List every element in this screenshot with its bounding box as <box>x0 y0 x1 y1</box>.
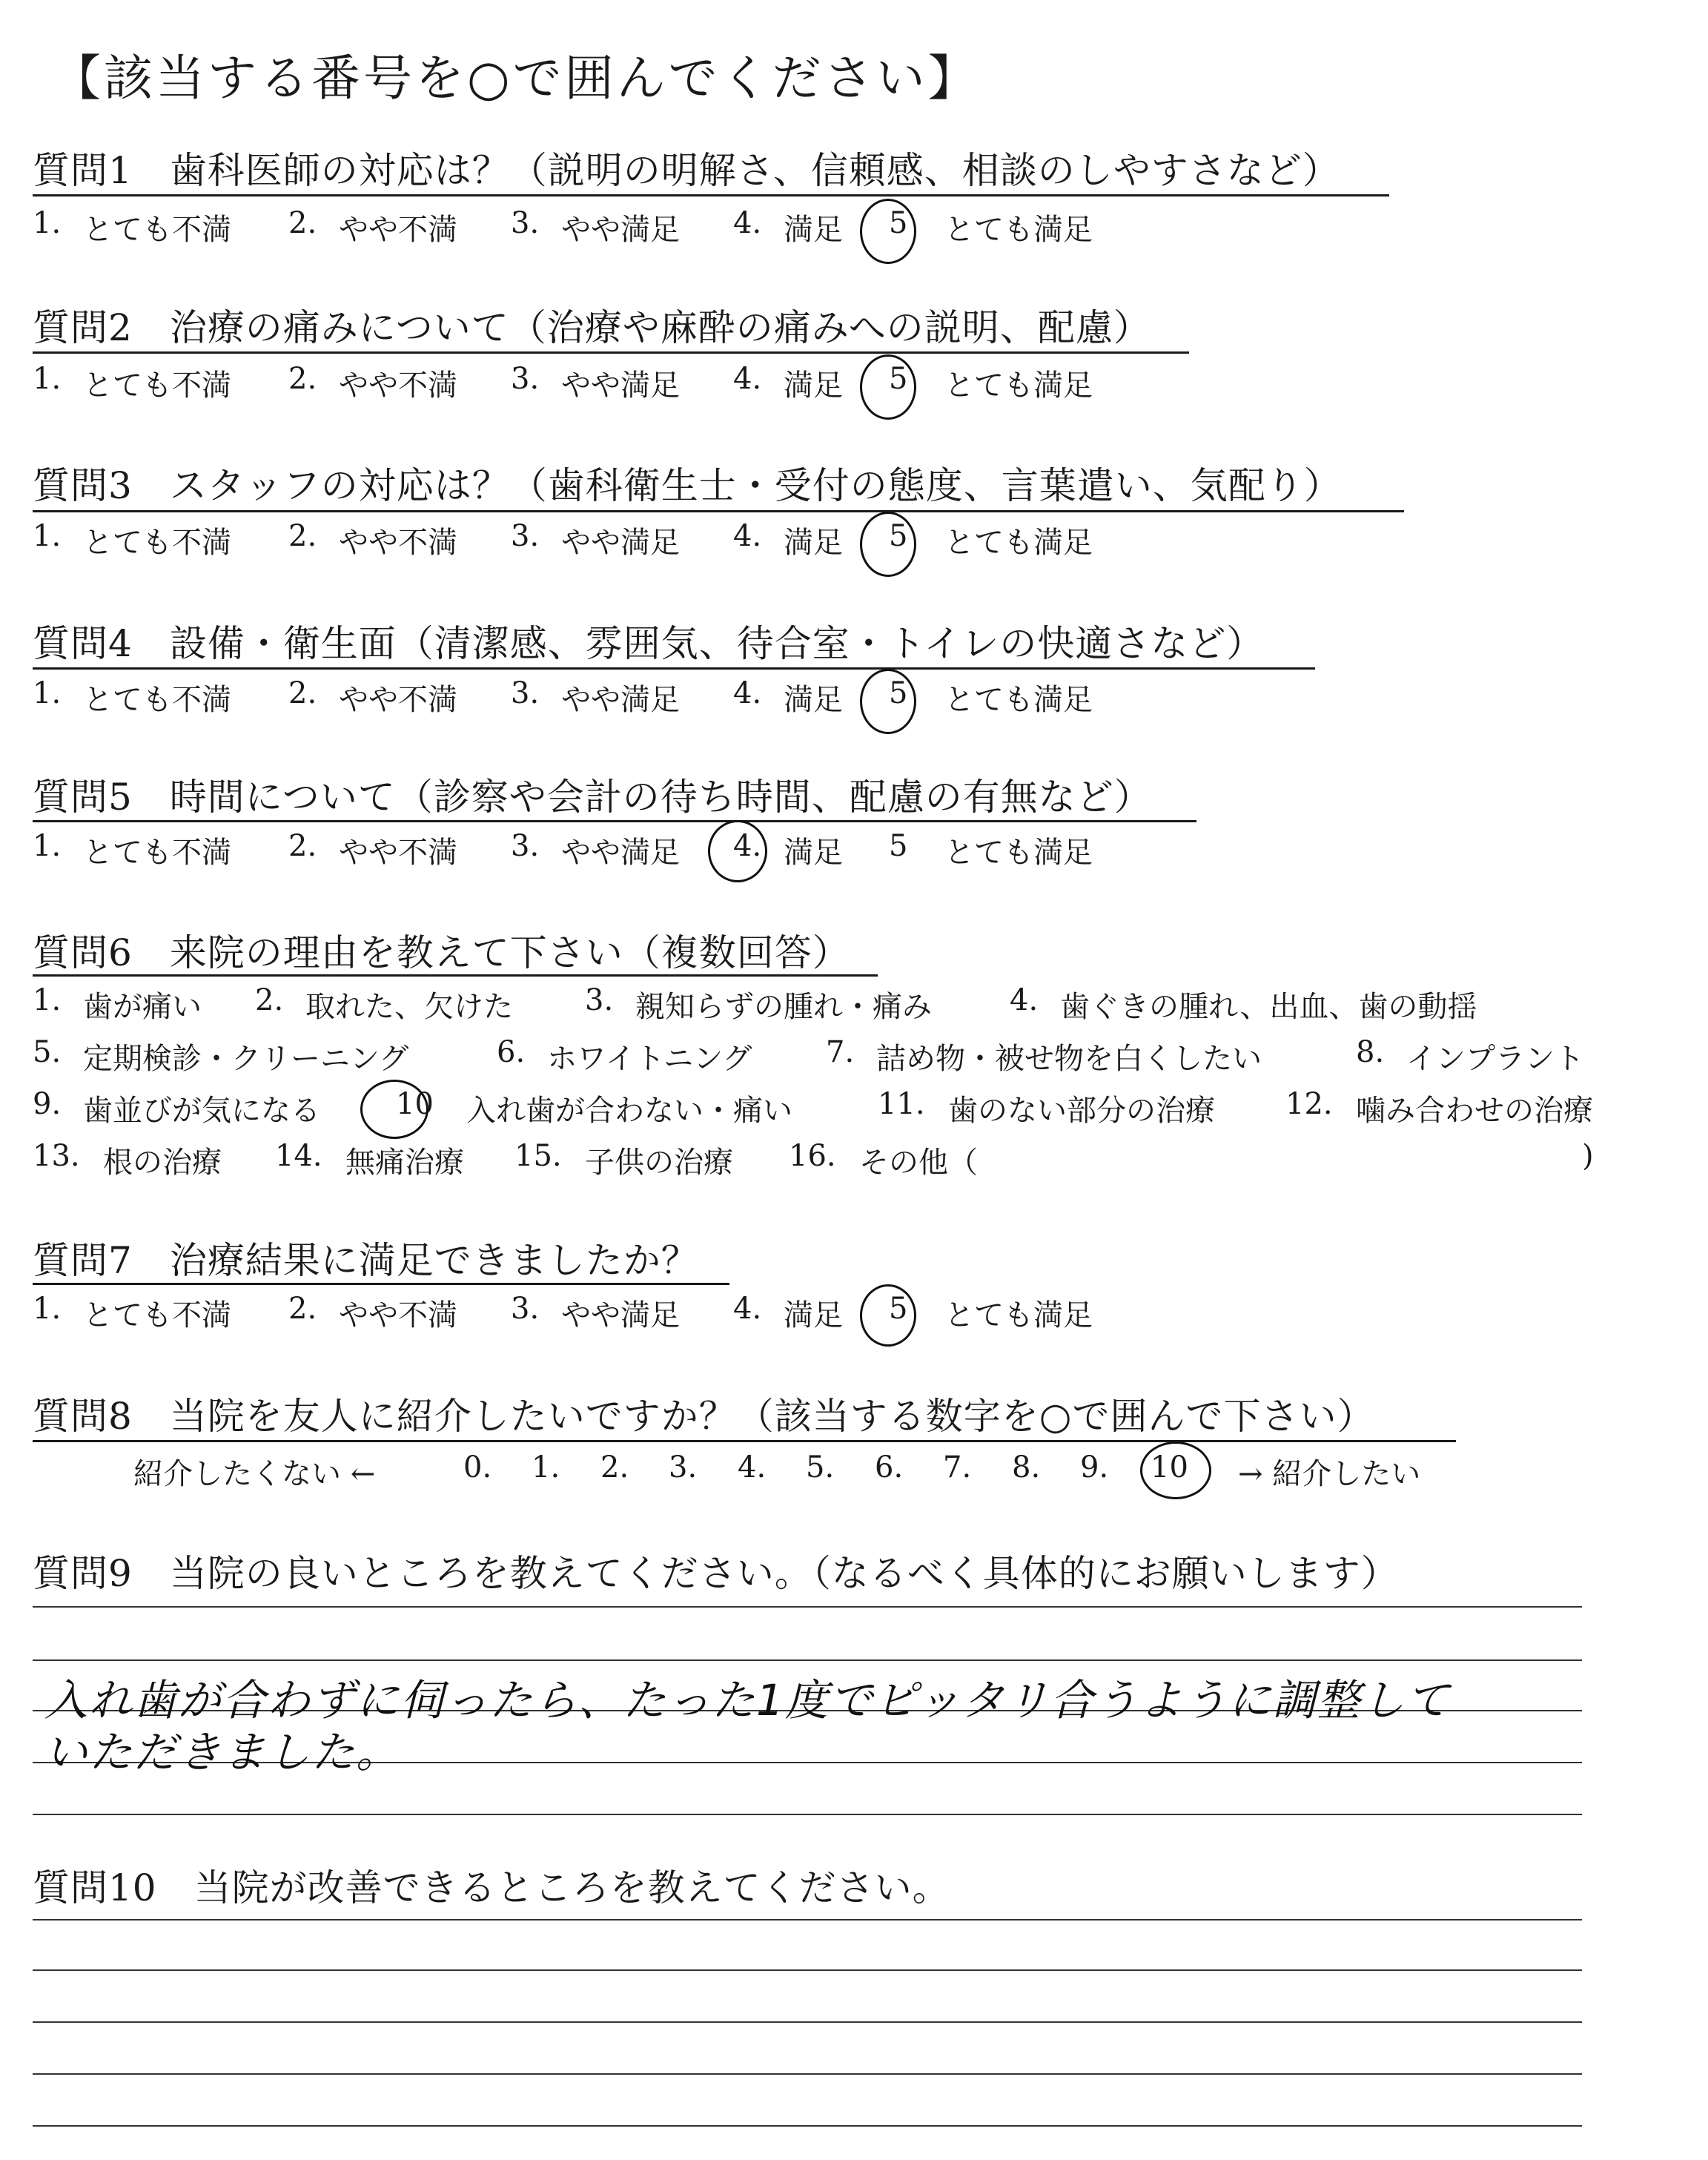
question-10-heading <box>33 1858 950 1912</box>
selection-circle <box>860 512 916 577</box>
option-label[interactable]: とても満足 <box>944 683 1093 717</box>
option-label[interactable]: 取れた、欠けた <box>305 990 513 1024</box>
question-number: 質問6 <box>33 931 133 974</box>
scale-option[interactable]: 4. <box>738 1450 767 1484</box>
option-num[interactable]: 2. <box>288 206 317 240</box>
option-label[interactable]: 歯ぐきの腫れ、出血、歯の動揺 <box>1060 990 1477 1024</box>
question-text: 治療結果に満足できましたか？ <box>169 1239 699 1282</box>
scale-option-selected[interactable]: 10 <box>1151 1450 1188 1484</box>
option-label[interactable]: とても不満 <box>83 683 231 717</box>
scale-option[interactable]: 0. <box>463 1450 492 1484</box>
option-label[interactable]: やや不満 <box>339 526 457 560</box>
question-number: 質問10 <box>33 1866 157 1909</box>
option-num[interactable]: 9. <box>33 1087 62 1121</box>
question-number: 質問1 <box>33 149 133 192</box>
scale-right-label: → 紹介したい <box>1238 1457 1421 1491</box>
option-num[interactable]: 3. <box>585 983 614 1017</box>
option-num[interactable]: 14. <box>275 1139 322 1173</box>
option-label[interactable]: とても不満 <box>83 836 231 870</box>
underline <box>33 351 1189 354</box>
question-number: 質問2 <box>33 306 133 349</box>
option-num[interactable]: 4. <box>733 676 762 710</box>
selection-circle <box>860 199 916 264</box>
question-8-heading <box>33 1387 1374 1440</box>
option-label[interactable]: とても満足 <box>944 1298 1093 1332</box>
option-num[interactable]: 4. <box>733 362 762 396</box>
option-num[interactable]: 8. <box>1356 1035 1385 1069</box>
option-label[interactable]: 満足 <box>784 683 843 717</box>
option-num[interactable]: 1. <box>33 519 62 553</box>
option-label[interactable]: やや不満 <box>339 1298 457 1332</box>
option-label[interactable]: 詰め物・被せ物を白くしたい <box>876 1042 1262 1076</box>
option-num[interactable]: 15. <box>514 1139 562 1173</box>
question-9-heading <box>33 1544 1399 1597</box>
underline <box>33 1283 729 1285</box>
question-2-heading <box>33 298 1151 351</box>
option-num[interactable]: 3. <box>511 362 540 396</box>
scale-option[interactable]: 1. <box>532 1450 560 1484</box>
handwritten-answer-line-1[interactable]: 入れ歯が合わずに伺ったら、たった1度でピッタリ合うように調整して <box>44 1675 1451 1725</box>
selection-circle <box>860 1284 916 1347</box>
option-num[interactable]: 3. <box>511 676 540 710</box>
option-num[interactable]: 4. <box>733 519 762 553</box>
option-label[interactable]: 入れ歯が合わない・痛い <box>466 1094 792 1128</box>
option-num[interactable]: 4. <box>1010 983 1039 1017</box>
option-num[interactable]: 7. <box>826 1035 855 1069</box>
option-num[interactable]: 1. <box>33 1292 62 1326</box>
option-num[interactable]: 2. <box>288 362 317 396</box>
question-number: 質問3 <box>33 464 133 507</box>
option-label[interactable]: やや満足 <box>561 683 680 717</box>
option-num[interactable]: 13. <box>33 1139 80 1173</box>
other-close-paren: ) <box>1582 1139 1594 1173</box>
option-label[interactable]: 根の治療 <box>103 1146 222 1180</box>
question-text: 当院の良いところを教えてください。（なるべく具体的にお願いします） <box>169 1552 1399 1595</box>
question-3-heading <box>33 456 1342 509</box>
option-num[interactable]: 4. <box>733 1292 762 1326</box>
option-label[interactable]: 満足 <box>784 526 843 560</box>
option-label[interactable]: やや不満 <box>339 836 457 870</box>
scale-option[interactable]: 8. <box>1012 1450 1041 1484</box>
question-text: 歯科医師の対応は？（説明の明解さ、信頼感、相談のしやすさなど） <box>169 149 1340 192</box>
option-num[interactable]: 6. <box>497 1035 526 1069</box>
question-text: 当院を友人に紹介したいですか？（該当する数字を○で囲んで下さい） <box>169 1395 1375 1438</box>
scale-option[interactable]: 5. <box>806 1450 835 1484</box>
option-label[interactable]: 子供の治療 <box>585 1146 733 1180</box>
option-num[interactable]: 3. <box>511 1292 540 1326</box>
answer-line <box>33 2021 1582 2023</box>
option-num[interactable]: 1. <box>33 983 62 1017</box>
option-label[interactable]: とても満足 <box>944 526 1093 560</box>
option-num-selected[interactable]: 5 <box>889 206 908 240</box>
option-num-selected[interactable]: 10 <box>396 1087 434 1121</box>
option-num[interactable]: 2. <box>288 829 317 863</box>
question-4-heading <box>33 614 1264 667</box>
option-num[interactable]: 2. <box>288 519 317 553</box>
answer-line <box>33 1814 1582 1815</box>
question-text: 治療の痛みについて（治療や麻酔の痛みへの説明、配慮） <box>169 306 1151 349</box>
option-label[interactable]: やや不満 <box>339 369 457 403</box>
option-num[interactable]: 1. <box>33 362 62 396</box>
option-label[interactable]: 満足 <box>784 369 843 403</box>
question-number: 質問9 <box>33 1552 133 1595</box>
option-label[interactable]: インプラント <box>1406 1042 1584 1076</box>
option-label[interactable]: 歯並びが気になる <box>83 1094 320 1128</box>
option-num[interactable]: 5 <box>889 829 908 863</box>
scale-option[interactable]: 2. <box>600 1450 629 1484</box>
answer-line <box>33 1969 1582 1971</box>
option-num[interactable]: 2. <box>288 1292 317 1326</box>
option-label[interactable]: やや満足 <box>561 526 680 560</box>
option-label[interactable]: 満足 <box>784 213 843 247</box>
option-label[interactable]: 満足 <box>784 836 843 870</box>
option-num-selected[interactable]: 5 <box>889 362 908 396</box>
option-label[interactable]: やや不満 <box>339 683 457 717</box>
underline <box>33 820 1196 822</box>
option-num-selected[interactable]: 5 <box>889 1292 908 1326</box>
option-label[interactable]: やや満足 <box>561 369 680 403</box>
option-num[interactable]: 2. <box>288 676 317 710</box>
underline <box>33 1440 1456 1442</box>
scale-option[interactable]: 6. <box>875 1450 904 1484</box>
option-label[interactable]: 無痛治療 <box>345 1146 464 1180</box>
question-5-heading <box>33 767 1152 821</box>
question-number: 質問7 <box>33 1239 133 1282</box>
underline <box>33 194 1389 196</box>
option-num[interactable]: 12. <box>1285 1087 1333 1121</box>
answer-line <box>33 2073 1582 2075</box>
question-text: 時間について（診察や会計の待ち時間、配慮の有無など） <box>169 776 1152 819</box>
option-label[interactable]: やや満足 <box>561 836 680 870</box>
option-label[interactable]: ホワイトニング <box>547 1042 752 1076</box>
option-label[interactable]: とても不満 <box>83 526 231 560</box>
question-text: スタッフの対応は？（歯科衛生士・受付の態度、言葉遣い、気配り） <box>169 464 1342 507</box>
option-num[interactable]: 16. <box>789 1139 836 1173</box>
selection-circle <box>860 669 916 734</box>
option-num-selected[interactable]: 4. <box>733 829 762 863</box>
option-label[interactable]: 歯が痛い <box>83 990 202 1024</box>
option-label[interactable]: とても満足 <box>944 213 1093 247</box>
answer-line <box>33 2125 1582 2127</box>
option-label[interactable]: やや不満 <box>339 213 457 247</box>
option-num[interactable]: 1. <box>33 206 62 240</box>
page-title: 【該当する番号を○で囲んでください】 <box>52 50 980 107</box>
option-label[interactable]: とても満足 <box>944 369 1093 403</box>
option-num[interactable]: 3. <box>511 519 540 553</box>
option-label[interactable]: やや満足 <box>561 1298 680 1332</box>
answer-line <box>33 1919 1582 1920</box>
handwritten-answer-line-2[interactable]: いただきました。 <box>44 1727 401 1777</box>
answer-line <box>33 1659 1582 1661</box>
option-num[interactable]: 1. <box>33 676 62 710</box>
question-1-heading <box>33 141 1340 194</box>
option-num[interactable]: 3. <box>511 829 540 863</box>
question-text: 来院の理由を教えて下さい（複数回答） <box>169 931 850 974</box>
option-num[interactable]: 3. <box>511 206 540 240</box>
scale-left-label: 紹介したくない ← <box>133 1457 376 1491</box>
selection-circle <box>860 354 916 420</box>
option-label[interactable]: 親知らずの腫れ・痛み <box>635 990 932 1024</box>
option-label[interactable]: その他（ <box>859 1146 978 1180</box>
option-label[interactable]: 定期検診・クリーニング <box>83 1042 409 1076</box>
question-number: 質問4 <box>33 622 133 665</box>
option-label[interactable]: とても不満 <box>83 369 231 403</box>
scale-option[interactable]: 7. <box>943 1450 972 1484</box>
option-label[interactable]: 満足 <box>784 1298 843 1332</box>
answer-line <box>33 1606 1582 1608</box>
question-number: 質問5 <box>33 776 133 819</box>
option-label[interactable]: とても満足 <box>944 836 1093 870</box>
underline <box>33 510 1404 512</box>
option-num[interactable]: 1. <box>33 829 62 863</box>
scale-option[interactable]: 9. <box>1080 1450 1109 1484</box>
option-num-selected[interactable]: 5 <box>889 676 908 710</box>
question-7-heading <box>33 1231 699 1284</box>
option-label[interactable]: やや満足 <box>561 213 680 247</box>
underline <box>33 667 1315 670</box>
underline <box>33 974 878 977</box>
option-label[interactable]: 噛み合わせの治療 <box>1356 1094 1593 1128</box>
option-label[interactable]: 歯のない部分の治療 <box>948 1094 1215 1128</box>
option-num[interactable]: 5. <box>33 1035 62 1069</box>
option-num[interactable]: 4. <box>733 206 762 240</box>
option-label[interactable]: とても不満 <box>83 213 231 247</box>
question-text: 設備・衛生面（清潔感、雰囲気、待合室・トイレの快適さなど） <box>169 622 1265 665</box>
option-num-selected[interactable]: 5 <box>889 519 908 553</box>
question-6-heading <box>33 923 850 977</box>
question-text: 当院が改善できるところを教えてください。 <box>193 1866 950 1909</box>
question-number: 質問8 <box>33 1395 133 1438</box>
option-label[interactable]: とても不満 <box>83 1298 231 1332</box>
option-num[interactable]: 2. <box>255 983 284 1017</box>
scale-option[interactable]: 3. <box>669 1450 698 1484</box>
option-num[interactable]: 11. <box>878 1087 925 1121</box>
